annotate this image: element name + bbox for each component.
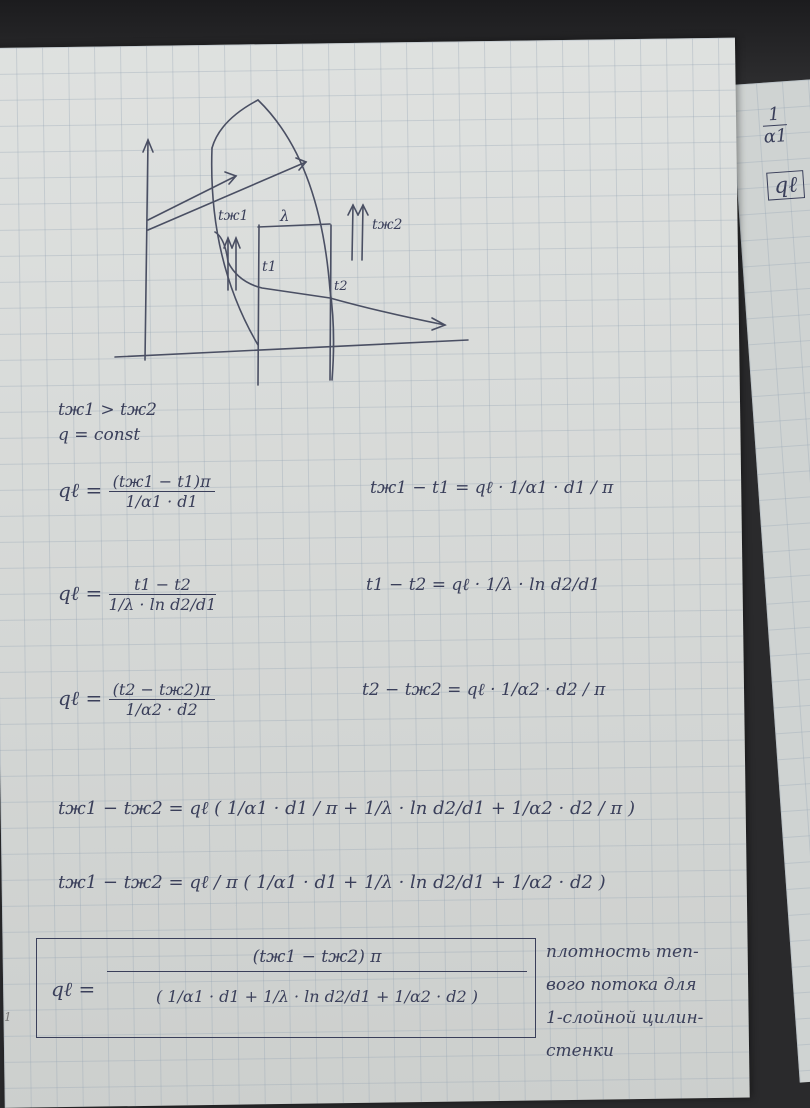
final-numerator: (tж1 − tж2) π xyxy=(107,947,527,972)
eq3-num: (t2 − tж2)π xyxy=(109,680,215,700)
note-line-1: плотность теп- xyxy=(546,942,699,962)
tw2-arrow-b xyxy=(362,205,363,260)
eq3-den: 1/α2 · d2 xyxy=(125,700,198,719)
equation-2-left xyxy=(58,575,216,614)
wall-inner-line xyxy=(258,225,259,385)
diagram-x-axis xyxy=(115,340,468,357)
final-lhs: qℓ = xyxy=(51,977,96,1001)
outer-arc xyxy=(258,100,334,380)
eq1-den: 1/α1 · d1 xyxy=(125,492,198,511)
eq2-den: 1/λ · ln d2/d1 xyxy=(108,595,217,614)
eq1-lhs: qℓ = xyxy=(58,478,103,502)
equation-2-right: t1 − t2 = qℓ · 1/λ · ln d2/d1 xyxy=(366,575,601,595)
wall-top-line xyxy=(258,224,330,227)
diagram-y-axis xyxy=(145,140,148,360)
eq1-num: (tж1 − t1)π xyxy=(109,472,215,492)
margin-mark: 1 xyxy=(4,1010,12,1024)
label-t-w1: tж1 xyxy=(218,208,249,224)
label-t-1: t1 xyxy=(262,259,277,275)
label-t-2: t2 xyxy=(334,279,348,294)
equation-sum-1: tж1 − tж2 = qℓ ( 1/α1 · d1 / π + 1/λ · ln d2/d1 + 1/α2 · d2 / π ) xyxy=(58,798,636,819)
label-t-w2: tж2 xyxy=(372,217,403,233)
condition-temperatures: tж1 > tж2 xyxy=(58,400,157,420)
note-line-3: 1-слойной цилин- xyxy=(546,1008,704,1028)
right-frac-den: α1 xyxy=(762,125,789,148)
equation-sum-2: tж1 − tж2 = qℓ / π ( 1/α1 · d1 + 1/λ · ln d2/d1 + 1/α2 · d2 ) xyxy=(58,872,606,893)
equation-1-left xyxy=(58,472,215,511)
final-note xyxy=(546,936,703,1068)
note-line-2: вого потока для xyxy=(546,975,697,995)
right-frac-num: 1 xyxy=(761,103,786,127)
condition-q-const: q = const xyxy=(58,425,141,445)
final-formula-box xyxy=(36,938,536,1038)
equation-3-left xyxy=(58,680,215,719)
equation-3-right: t2 − tж2 = qℓ · 1/α2 · d2 / π xyxy=(362,680,606,700)
eq2-num: t1 − t2 xyxy=(109,575,217,595)
eq2-lhs: qℓ = xyxy=(58,581,103,605)
final-denominator: ( 1/α1 · d1 + 1/λ · ln d2/d1 + 1/α2 · d2 ) xyxy=(156,987,478,1006)
label-lambda: λ xyxy=(280,207,290,225)
equation-1-right: tж1 − t1 = qℓ · 1/α1 · d1 / π xyxy=(370,478,614,498)
note-line-4: стенки xyxy=(546,1041,614,1061)
eq3-lhs: qℓ = xyxy=(58,686,103,710)
right-page-boxed: qℓ xyxy=(766,170,805,201)
tw2-arrow-a xyxy=(352,205,353,260)
top-arc xyxy=(212,100,258,148)
